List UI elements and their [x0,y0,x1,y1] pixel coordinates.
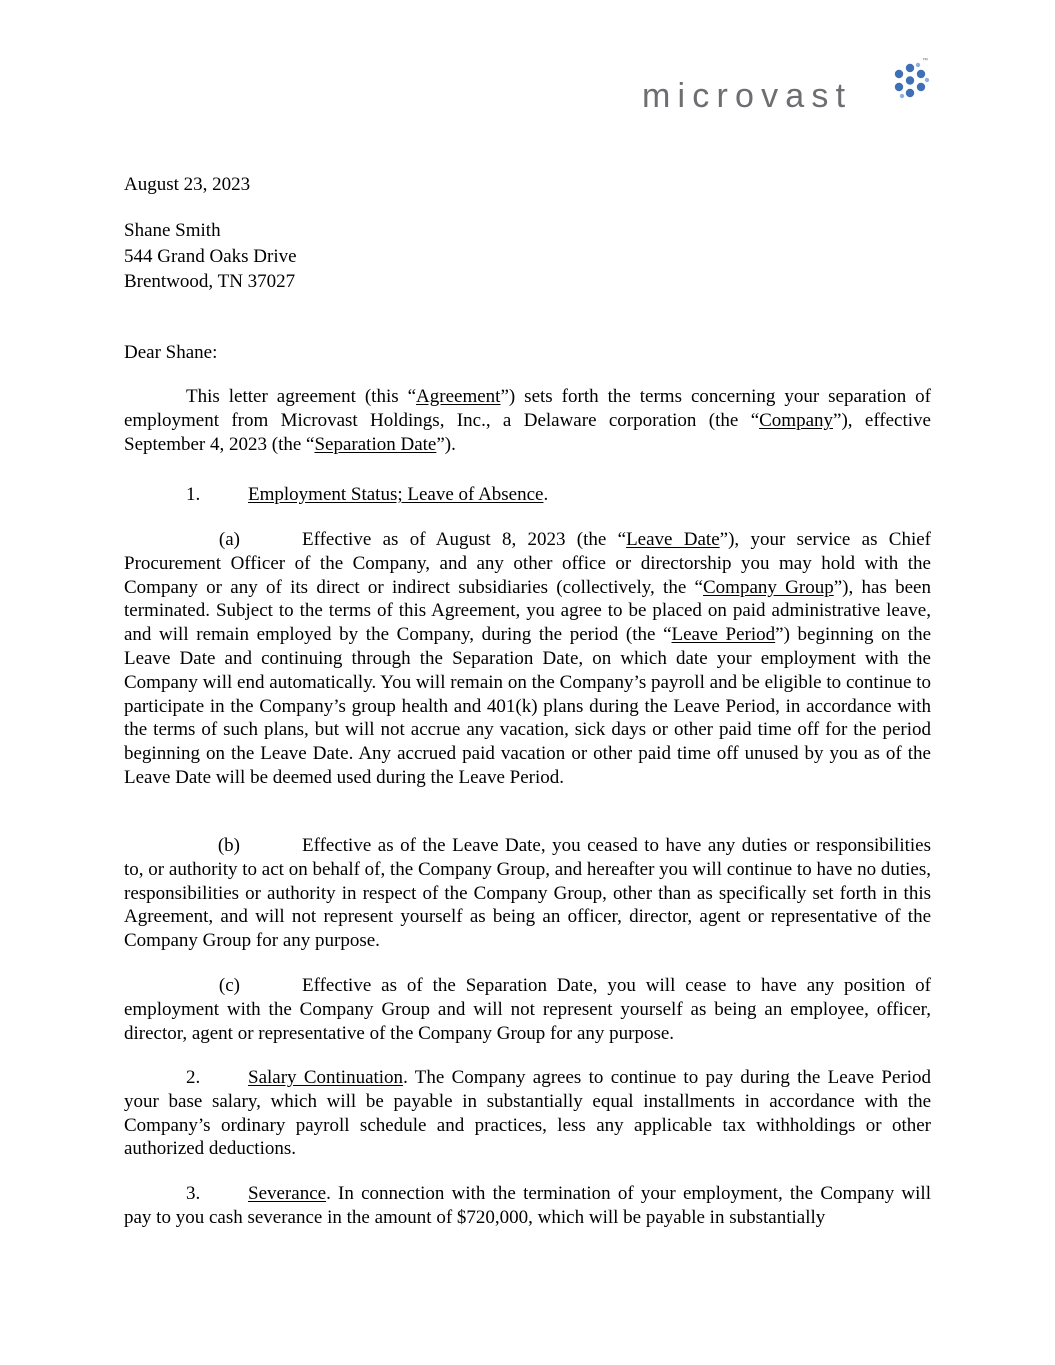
section-2-number: 2. [186,1067,201,1088]
salutation: Dear Shane: [124,342,218,363]
intro-paragraph: This letter agreement (this “Agreement”) sets forth the terms concerning your separation of employment from Microvast Holdings, Inc., a Delaware corporation (the “Company”), effective September 4, 2023 (the “Separation Date”). [124,386,931,455]
section-2-heading: Salary Continuation [248,1067,404,1088]
trademark-symbol: ™ [922,58,928,64]
microvast-logo [642,58,942,118]
letter-date: August 23, 2023 [124,174,251,195]
section-1-heading: Employment Status; Leave of Absence. [248,484,549,505]
section-2-paragraph: 2. Salary Continuation. The Company agrees to continue to pay during the Leave Period your base salary, which will be payable in substantially equal installments in accordance with the Company’s ordinary payroll schedule and practices, less any applicable tax withholdings or other authorized deductions. [124,1067,931,1160]
logo-dots-icon [890,62,930,102]
defined-term-company-group: Company Group [703,576,834,598]
section-3-paragraph: 3. Severance. In connection with the termination of your employment, the Company will pay to you cash severance in the amount of $720,000, which will be payable in substantially [124,1183,931,1228]
defined-term-company: Company [759,409,834,431]
section-1c-label: (c) [218,975,240,996]
defined-term-leave-date: Leave Date [626,529,720,550]
section-1-number: 1. [186,484,201,505]
section-1b-label: (b) [217,835,240,856]
recipient-street: 544 Grand Oaks Drive [124,246,297,267]
defined-term-agreement: Agreement [416,386,501,407]
recipient-name: Shane Smith [124,220,221,241]
defined-term-separation-date: Separation Date [314,433,437,455]
logo-wordmark: microvast [642,77,853,115]
section-3-heading: Severance [248,1183,327,1204]
section-1a-paragraph: (a) Effective as of August 8, 2023 (the “Leave Date”), your service as Chief Procurement Officer of the Company, and any other office or directorship you may hold with the Company or any of its direct or indirect subsidiaries (collectively, the “Company Group”), has been terminated. Subject to the terms of this Agreement, you agree to be placed on paid administrative leave, and will remain employed by the Company, during the period (the “Leave Period”) beginning on the Leave Date and continuing through the Separation Date, on which date your employment with the Company will end automatically. You will remain on the Company’s payroll and be eligible to continue to participate in the Company’s group health and 401(k) plans during the Leave Period, in accordance with the terms of such plans, but will not accrue any vacation, sick days or other paid time off for the period beginning on the Leave Date. Any accrued paid vacation or other paid time off unused by you as of the Leave Date will be deemed used during the Leave Period. [124,529,932,788]
section-3-number: 3. [186,1183,201,1204]
defined-term-leave-period: Leave Period [671,624,776,646]
recipient-city: Brentwood, TN 37027 [124,271,296,292]
section-1a-label: (a) [218,529,240,550]
section-1c-paragraph: (c) Effective as of the Separation Date, you will cease to have any position of employment with the Company Group and will not represent yourself as being an employee, officer, director, agent or representative of the Company Group for any purpose. [124,975,931,1044]
section-1b-paragraph: (b) Effective as of the Leave Date, you ceased to have any duties or responsibilities to, or authority to act on behalf of, the Company Group, and hereafter you will continue to have no duties, responsibilities or authority in respect of the Company Group, other than as specifically set forth in this Agreement, and will not represent yourself as being an officer, director, agent or representative of the Company Group for any purpose. [124,835,931,952]
